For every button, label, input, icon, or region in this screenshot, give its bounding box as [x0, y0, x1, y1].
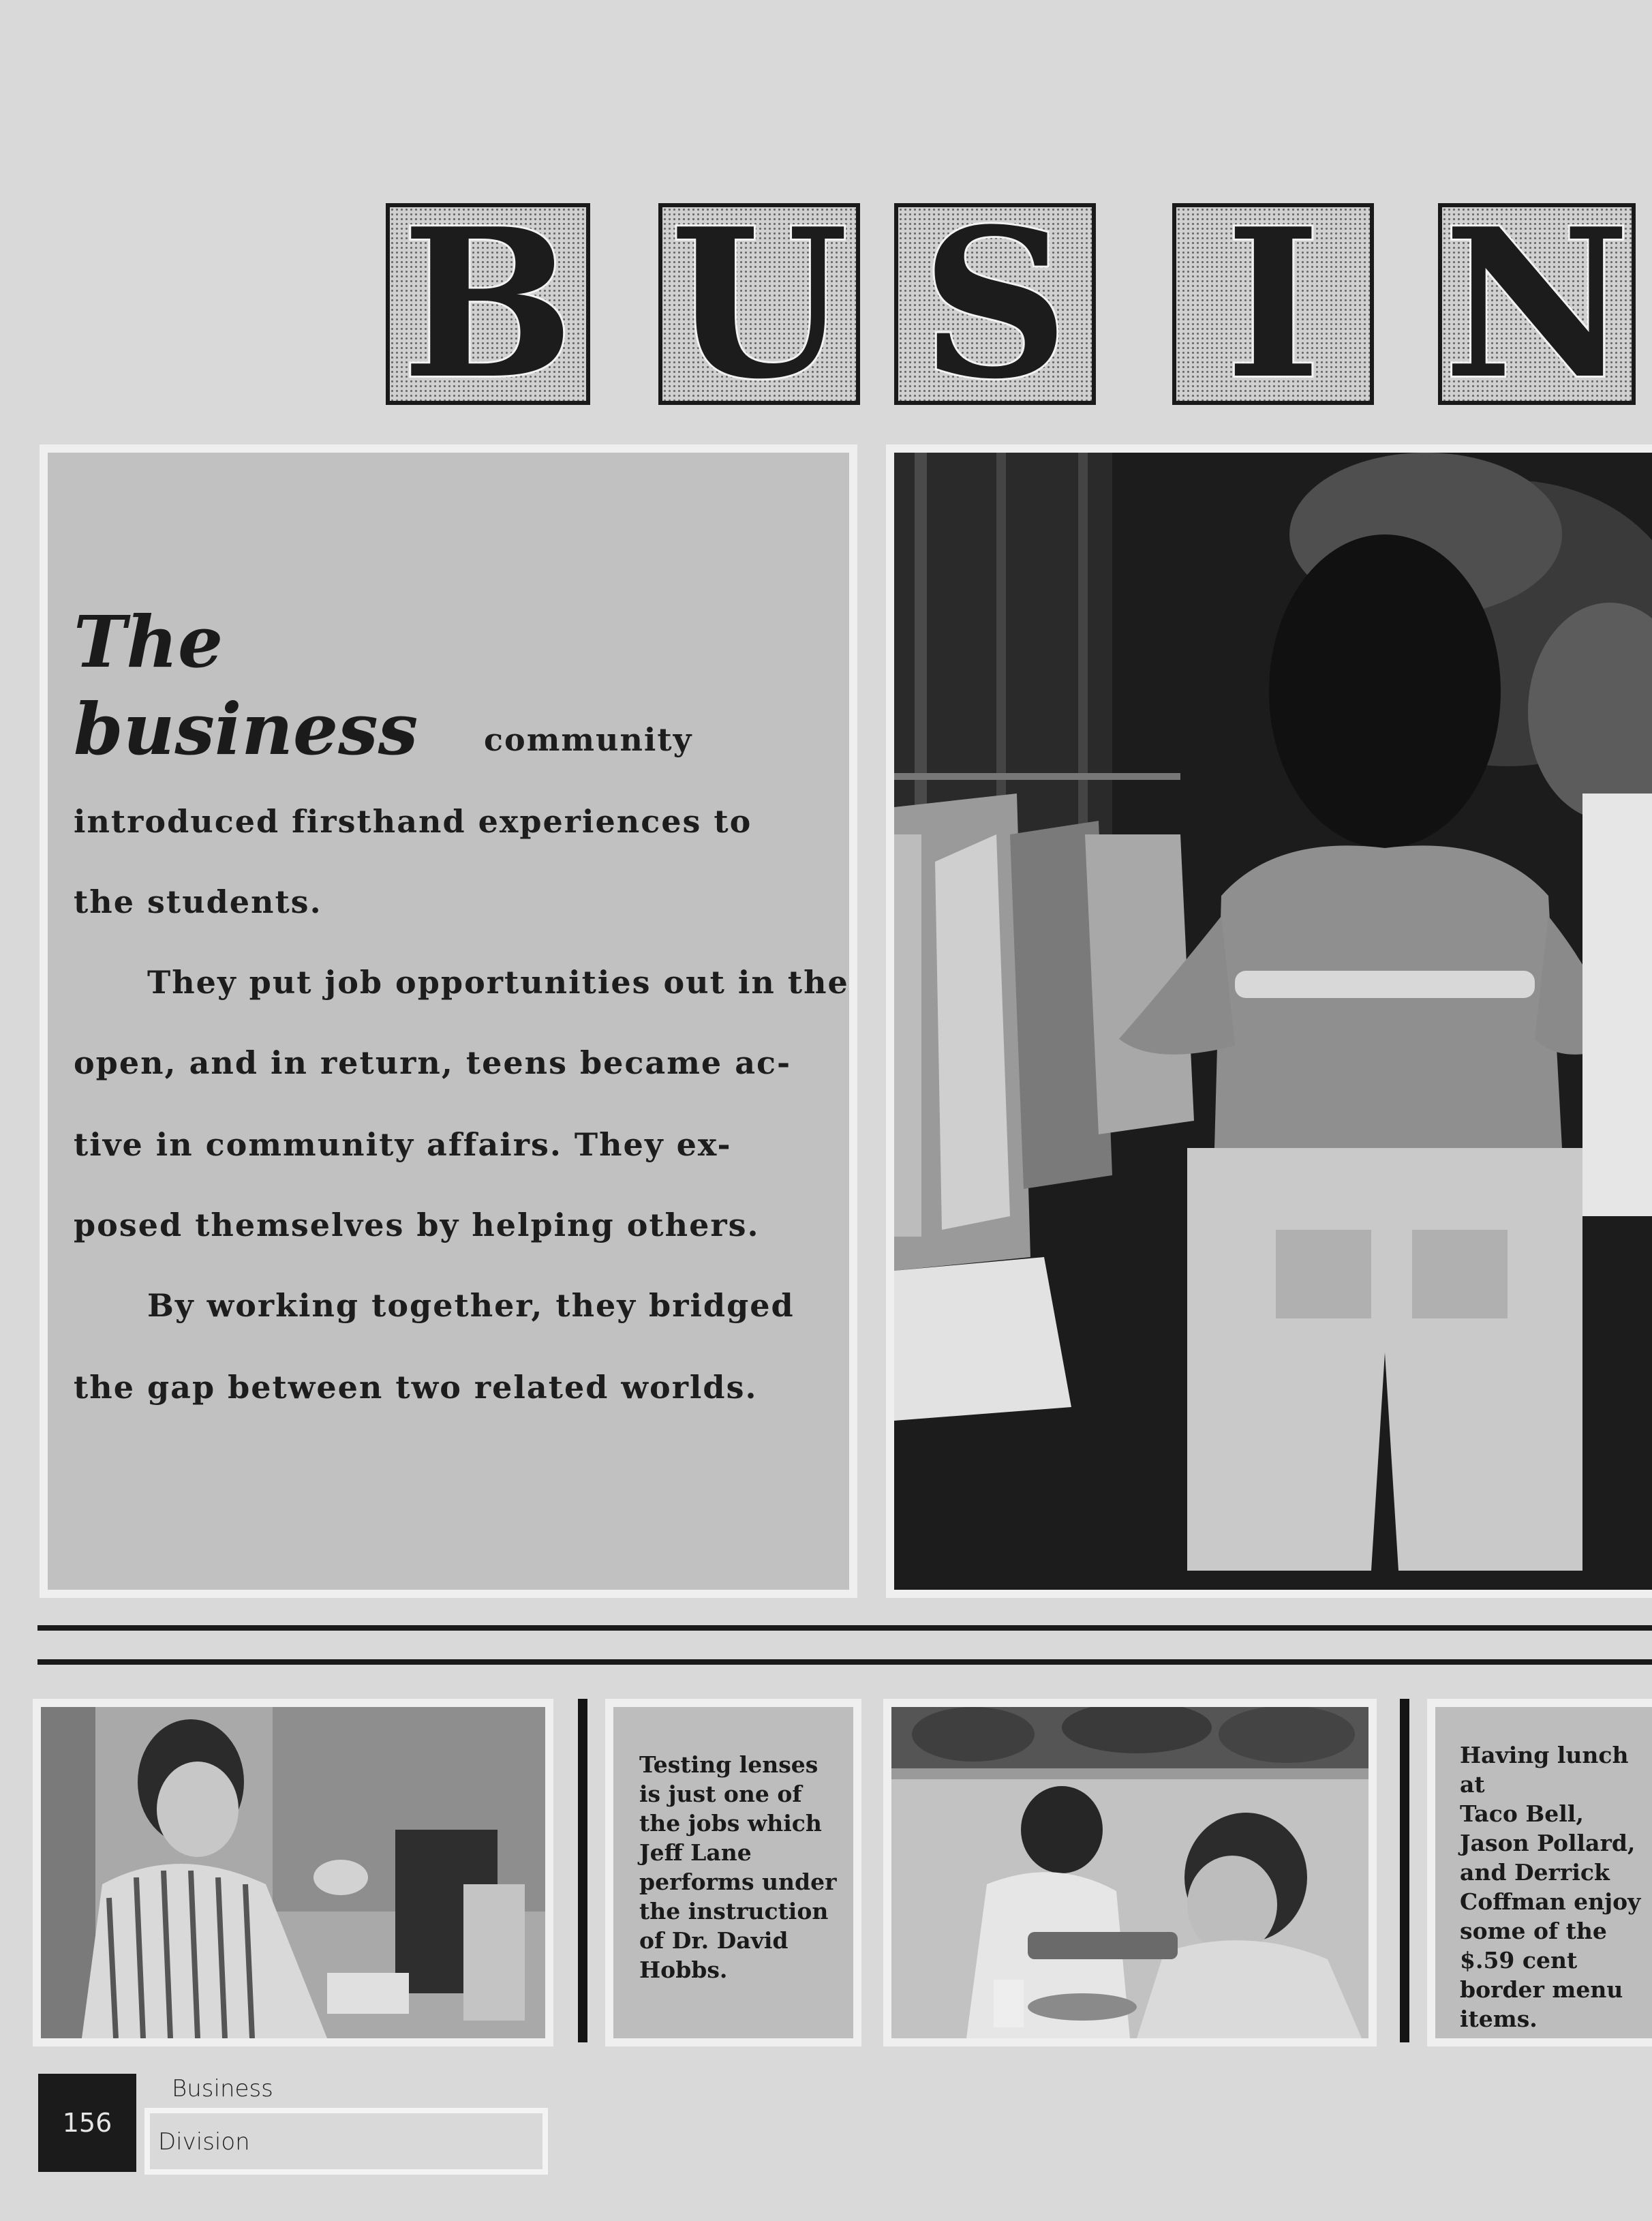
- intro-line: community: [484, 721, 693, 758]
- caption-lenses: Testing lenses is just one of the jobs which Jeff Lane performs under the instruction of Dr. David Hobbs.: [639, 1751, 837, 1983]
- title-tile-u: [658, 183, 860, 424]
- divider-rule: [37, 1659, 1652, 1665]
- vertical-divider: [1400, 1699, 1409, 2042]
- title-tile-n: [1438, 183, 1636, 424]
- main-photo-shopper: [886, 444, 1652, 1598]
- intro-line: posed themselves by helping others.: [74, 1207, 760, 1243]
- title-tile-i: [1172, 183, 1374, 424]
- title-tile-s: [894, 183, 1096, 424]
- intro-line: the gap between two related worlds.: [74, 1369, 758, 1406]
- divider-rule: [37, 1625, 1652, 1631]
- intro-line: They put job opportunities out in the: [147, 964, 849, 1001]
- caption-lunch: Having lunch at Taco Bell, Jason Pollard, and Derrick Coffman enjoy some of the $.59 cent border menu items.: [1460, 1742, 1641, 2032]
- page-number: 156: [38, 2074, 136, 2172]
- photo-lab: [33, 1699, 553, 2046]
- section-label-line1: Business: [172, 2075, 273, 2102]
- section-label-line2: Division: [158, 2128, 250, 2156]
- intro-lead-business: business: [74, 687, 418, 771]
- intro-line: introduced firsthand experiences to: [74, 803, 752, 840]
- intro-line: By working together, they bridged: [147, 1287, 795, 1324]
- title-letter: N: [1443, 183, 1631, 424]
- intro-line: open, and in return, teens became ac-: [74, 1044, 792, 1081]
- title-letter: S: [921, 183, 1069, 424]
- title-tile-b: [386, 183, 590, 424]
- intro-lead-the: The: [74, 600, 224, 684]
- title-letter: I: [1225, 183, 1321, 424]
- title-letter: U: [670, 183, 848, 424]
- title-letter: B: [401, 183, 575, 424]
- photo-taco-bell: [883, 1699, 1377, 2046]
- intro-line: the students.: [74, 883, 322, 920]
- vertical-divider: [578, 1699, 587, 2042]
- intro-line: tive in community affairs. They ex-: [74, 1126, 732, 1163]
